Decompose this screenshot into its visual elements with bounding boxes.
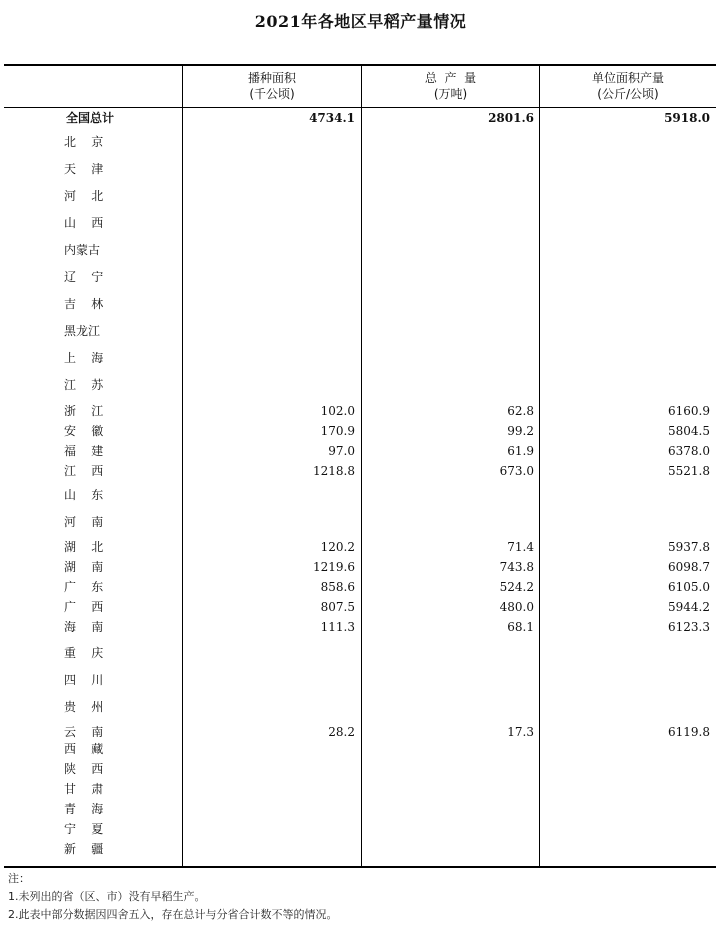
yield-value: 5944.2 [668,600,710,614]
region-name: 湖 南 [64,560,104,574]
table-row [4,759,716,779]
table-row [4,597,716,617]
table-row [4,670,716,690]
total-output-value: 71.4 [507,540,534,554]
table-row [4,213,716,233]
region-name: 西 藏 [64,742,104,756]
table-row [4,577,716,597]
footnote-heading: 注： [8,872,30,885]
table-row [4,375,716,395]
yield-value: 6378.0 [668,444,710,458]
total-output-value: 61.9 [507,444,534,458]
region-name: 江 苏 [64,378,104,392]
region-name: 河 南 [64,515,104,529]
sown-area-value: 858.6 [320,580,355,594]
table-row [4,779,716,799]
table-row [4,132,716,152]
page-title: 2021年各地区早稻产量情况 [254,12,467,31]
total-output-value: 743.8 [499,560,534,574]
header-total-output-label: 总 产 量 [424,71,477,85]
region-name: 湖 北 [64,540,104,554]
yield-value: 5804.5 [668,424,710,438]
header-yield-unit: (公斤/公顷) [597,87,659,101]
total-output-value: 480.0 [499,600,534,614]
data-table [4,64,716,868]
table-row [4,485,716,505]
total-output-value: 17.3 [507,725,534,739]
region-name: 内蒙古 [64,243,101,257]
footnotes [8,870,338,924]
table-row [4,401,716,421]
table-row [4,697,716,717]
table-top-rule [4,64,716,66]
sown-area-value: 1219.6 [313,560,355,574]
sown-area-value: 97.0 [328,444,355,458]
table-row [4,799,716,819]
header-yield-label: 单位面积产量 [591,71,664,85]
sown-area-value: 1218.8 [313,464,355,478]
region-name: 吉 林 [64,297,104,311]
sown-area-value: 120.2 [320,540,355,554]
header-sown-area-label: 播种面积 [247,71,296,85]
total-output-value: 524.2 [499,580,534,594]
yield-value: 6119.8 [668,725,710,739]
table-row [4,557,716,577]
table-row [4,839,716,859]
region-name: 全国总计 [66,111,115,125]
footnote-2: 2.此表中部分数据因四舍五入，存在总计与分省合计数不等的情况。 [8,908,338,921]
region-name: 福 建 [64,444,104,458]
region-name: 黑龙江 [64,324,101,338]
region-name: 云 南 [64,725,104,739]
total-output-value: 2801.6 [488,111,534,125]
table-row [4,240,716,260]
region-name: 四 川 [64,673,104,687]
region-name: 广 东 [64,580,104,594]
sown-area-value: 807.5 [320,600,355,614]
table-row [4,159,716,179]
region-name: 浙 江 [64,404,104,418]
yield-value: 5521.8 [668,464,710,478]
table-row-total [4,108,716,128]
yield-value: 6123.3 [668,620,710,634]
sown-area-value: 28.2 [328,725,355,739]
region-name: 辽 宁 [64,270,104,284]
sown-area-value: 102.0 [320,404,355,418]
region-name: 甘 肃 [64,782,104,796]
table-row [4,537,716,557]
table-row [4,512,716,532]
region-name: 重 庆 [64,646,104,660]
table-row [4,617,716,637]
region-name: 北 京 [64,135,104,149]
region-name: 山 东 [64,488,104,502]
table-row [4,441,716,461]
table-row [4,267,716,287]
region-name: 宁 夏 [64,822,104,836]
region-name: 青 海 [64,802,104,816]
footnote-1: 1.未列出的省（区、市）没有早稻生产。 [8,890,206,903]
header-yield [540,70,716,102]
table-bottom-rule [4,866,716,868]
table-row [4,294,716,314]
yield-value: 6105.0 [668,580,710,594]
header-sown-area [183,70,361,102]
region-name: 山 西 [64,216,104,230]
yield-value: 5937.8 [668,540,710,554]
total-output-value: 99.2 [507,424,534,438]
table-row [4,461,716,481]
region-name: 广 西 [64,600,104,614]
region-name: 河 北 [64,189,104,203]
header-total-output-unit: (万吨) [433,87,468,101]
total-output-value: 673.0 [499,464,534,478]
region-name: 安 徽 [64,424,104,438]
sown-area-value: 4734.1 [309,111,355,125]
region-name: 上 海 [64,351,104,365]
region-name: 陕 西 [64,762,104,776]
region-name: 天 津 [64,162,104,176]
region-name: 海 南 [64,620,104,634]
table-row [4,321,716,341]
region-name: 江 西 [64,464,104,478]
region-name: 贵 州 [64,700,104,714]
header-total-output [362,70,539,102]
yield-value: 6098.7 [668,560,710,574]
table-row [4,421,716,441]
yield-value: 5918.0 [664,111,710,125]
sown-area-value: 111.3 [320,620,355,634]
table-row [4,186,716,206]
total-output-value: 68.1 [507,620,534,634]
yield-value: 6160.9 [668,404,710,418]
sown-area-value: 170.9 [320,424,355,438]
table-row [4,739,716,759]
table-row [4,819,716,839]
total-output-value: 62.8 [507,404,534,418]
region-name: 新 疆 [64,842,104,856]
header-sown-area-unit: (千公顷) [249,87,295,101]
table-row [4,643,716,663]
table-row [4,348,716,368]
